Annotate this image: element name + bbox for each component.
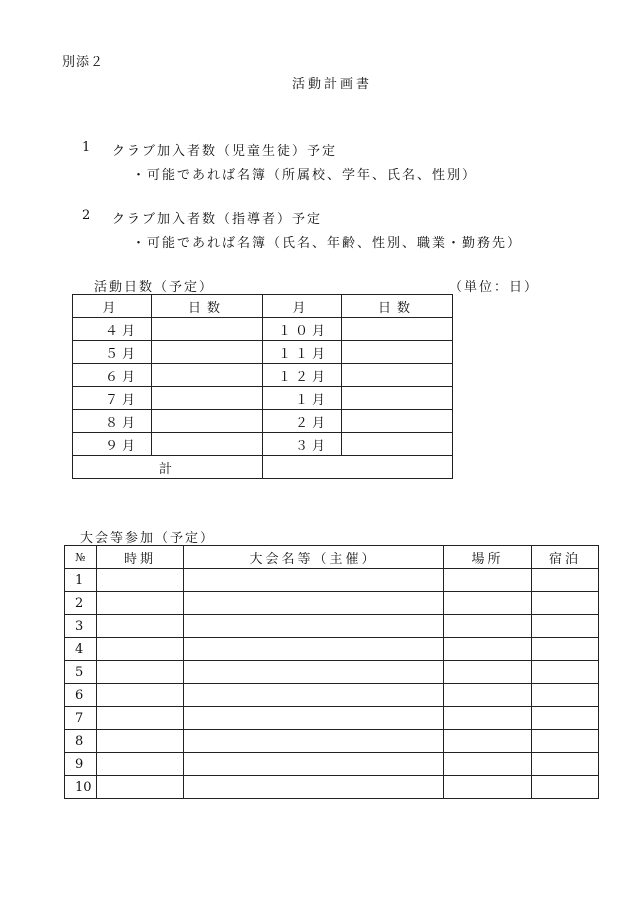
total-days-cell[interactable]	[263, 456, 453, 479]
days-cell[interactable]	[152, 433, 263, 456]
activity-days-header-row	[73, 295, 453, 318]
place-cell[interactable]	[444, 592, 532, 615]
row-number: 3	[65, 615, 97, 638]
header-event-name: 大会名等（主催）	[184, 546, 444, 569]
table-row	[65, 592, 599, 615]
activity-days-unit: （単位：日）	[449, 280, 540, 295]
table-row	[65, 684, 599, 707]
place-cell[interactable]	[444, 776, 532, 799]
period-cell[interactable]	[97, 569, 184, 592]
period-cell[interactable]	[97, 684, 184, 707]
header-days: 日数	[342, 295, 453, 318]
attachment-label: 別添２	[62, 55, 105, 70]
place-cell[interactable]	[444, 684, 532, 707]
event-name-cell[interactable]	[184, 569, 444, 592]
days-cell[interactable]	[342, 433, 453, 456]
event-name-cell[interactable]	[184, 684, 444, 707]
lodging-cell[interactable]	[532, 592, 599, 615]
row-number: 4	[65, 638, 97, 661]
events-header-row	[65, 546, 599, 569]
days-cell[interactable]	[342, 364, 453, 387]
row-number: 7	[65, 707, 97, 730]
table-row	[65, 753, 599, 776]
document-title: 活動計画書	[292, 77, 373, 92]
activity-days-title: 活動日数（予定）	[94, 280, 215, 295]
lodging-cell[interactable]	[532, 707, 599, 730]
lodging-cell[interactable]	[532, 615, 599, 638]
place-cell[interactable]	[444, 615, 532, 638]
section-1-number: 1	[82, 140, 91, 155]
period-cell[interactable]	[97, 753, 184, 776]
month-label: １０月	[263, 318, 342, 341]
section-1-heading: クラブ加入者数（児童生徒）予定	[112, 144, 338, 159]
month-label: ９月	[73, 433, 152, 456]
header-month: 月	[263, 295, 342, 318]
lodging-cell[interactable]	[532, 730, 599, 753]
event-name-cell[interactable]	[184, 776, 444, 799]
month-label: ２月	[263, 410, 342, 433]
header-month: 月	[73, 295, 152, 318]
table-row	[73, 318, 453, 341]
lodging-cell[interactable]	[532, 684, 599, 707]
period-cell[interactable]	[97, 638, 184, 661]
section-2-heading: クラブ加入者数（指導者）予定	[112, 212, 323, 227]
days-cell[interactable]	[152, 387, 263, 410]
place-cell[interactable]	[444, 707, 532, 730]
event-name-cell[interactable]	[184, 615, 444, 638]
header-lodging: 宿泊	[532, 546, 599, 569]
place-cell[interactable]	[444, 730, 532, 753]
row-number: 1	[65, 569, 97, 592]
table-row	[73, 364, 453, 387]
place-cell[interactable]	[444, 753, 532, 776]
place-cell[interactable]	[444, 638, 532, 661]
table-row	[65, 776, 599, 799]
table-row	[65, 638, 599, 661]
table-row	[73, 433, 453, 456]
days-cell[interactable]	[342, 410, 453, 433]
days-cell[interactable]	[152, 364, 263, 387]
month-label: ６月	[73, 364, 152, 387]
place-cell[interactable]	[444, 569, 532, 592]
table-row	[73, 387, 453, 410]
lodging-cell[interactable]	[532, 753, 599, 776]
total-label: 計	[73, 456, 263, 479]
table-row	[73, 341, 453, 364]
table-row	[65, 615, 599, 638]
event-name-cell[interactable]	[184, 661, 444, 684]
month-label: １１月	[263, 341, 342, 364]
month-label: １月	[263, 387, 342, 410]
table-row	[65, 730, 599, 753]
row-number: 9	[65, 753, 97, 776]
month-label: ８月	[73, 410, 152, 433]
month-label: ４月	[73, 318, 152, 341]
header-days: 日数	[152, 295, 263, 318]
events-table	[64, 545, 599, 799]
lodging-cell[interactable]	[532, 661, 599, 684]
row-number: 8	[65, 730, 97, 753]
table-row	[73, 410, 453, 433]
table-row	[65, 707, 599, 730]
place-cell[interactable]	[444, 661, 532, 684]
table-row	[65, 661, 599, 684]
period-cell[interactable]	[97, 661, 184, 684]
event-name-cell[interactable]	[184, 730, 444, 753]
event-name-cell[interactable]	[184, 638, 444, 661]
event-name-cell[interactable]	[184, 753, 444, 776]
activity-days-table	[72, 294, 453, 479]
period-cell[interactable]	[97, 730, 184, 753]
header-period: 時期	[97, 546, 184, 569]
lodging-cell[interactable]	[532, 569, 599, 592]
days-cell[interactable]	[342, 318, 453, 341]
lodging-cell[interactable]	[532, 776, 599, 799]
days-cell[interactable]	[152, 318, 263, 341]
period-cell[interactable]	[97, 707, 184, 730]
total-row	[73, 456, 453, 479]
days-cell[interactable]	[152, 410, 263, 433]
event-name-cell[interactable]	[184, 592, 444, 615]
row-number: 2	[65, 592, 97, 615]
table-row	[65, 569, 599, 592]
month-label: ３月	[263, 433, 342, 456]
month-label: ５月	[73, 341, 152, 364]
days-cell[interactable]	[152, 341, 263, 364]
period-cell[interactable]	[97, 592, 184, 615]
month-label: ７月	[73, 387, 152, 410]
header-place: 場所	[444, 546, 532, 569]
section-1-note: ・可能であれば名簿（所属校、学年、氏名、性別）	[132, 168, 478, 183]
period-cell[interactable]	[97, 615, 184, 638]
row-number: 6	[65, 684, 97, 707]
days-cell[interactable]	[342, 387, 453, 410]
lodging-cell[interactable]	[532, 638, 599, 661]
header-number: №	[65, 546, 97, 569]
section-2-number: 2	[82, 208, 91, 223]
event-name-cell[interactable]	[184, 707, 444, 730]
period-cell[interactable]	[97, 776, 184, 799]
days-cell[interactable]	[342, 341, 453, 364]
section-2-note: ・可能であれば名簿（氏名、年齢、性別、職業・勤務先）	[132, 236, 523, 251]
month-label: １２月	[263, 364, 342, 387]
row-number: 10	[65, 776, 97, 799]
events-title: 大会等参加（予定）	[80, 531, 216, 546]
row-number: 5	[65, 661, 97, 684]
